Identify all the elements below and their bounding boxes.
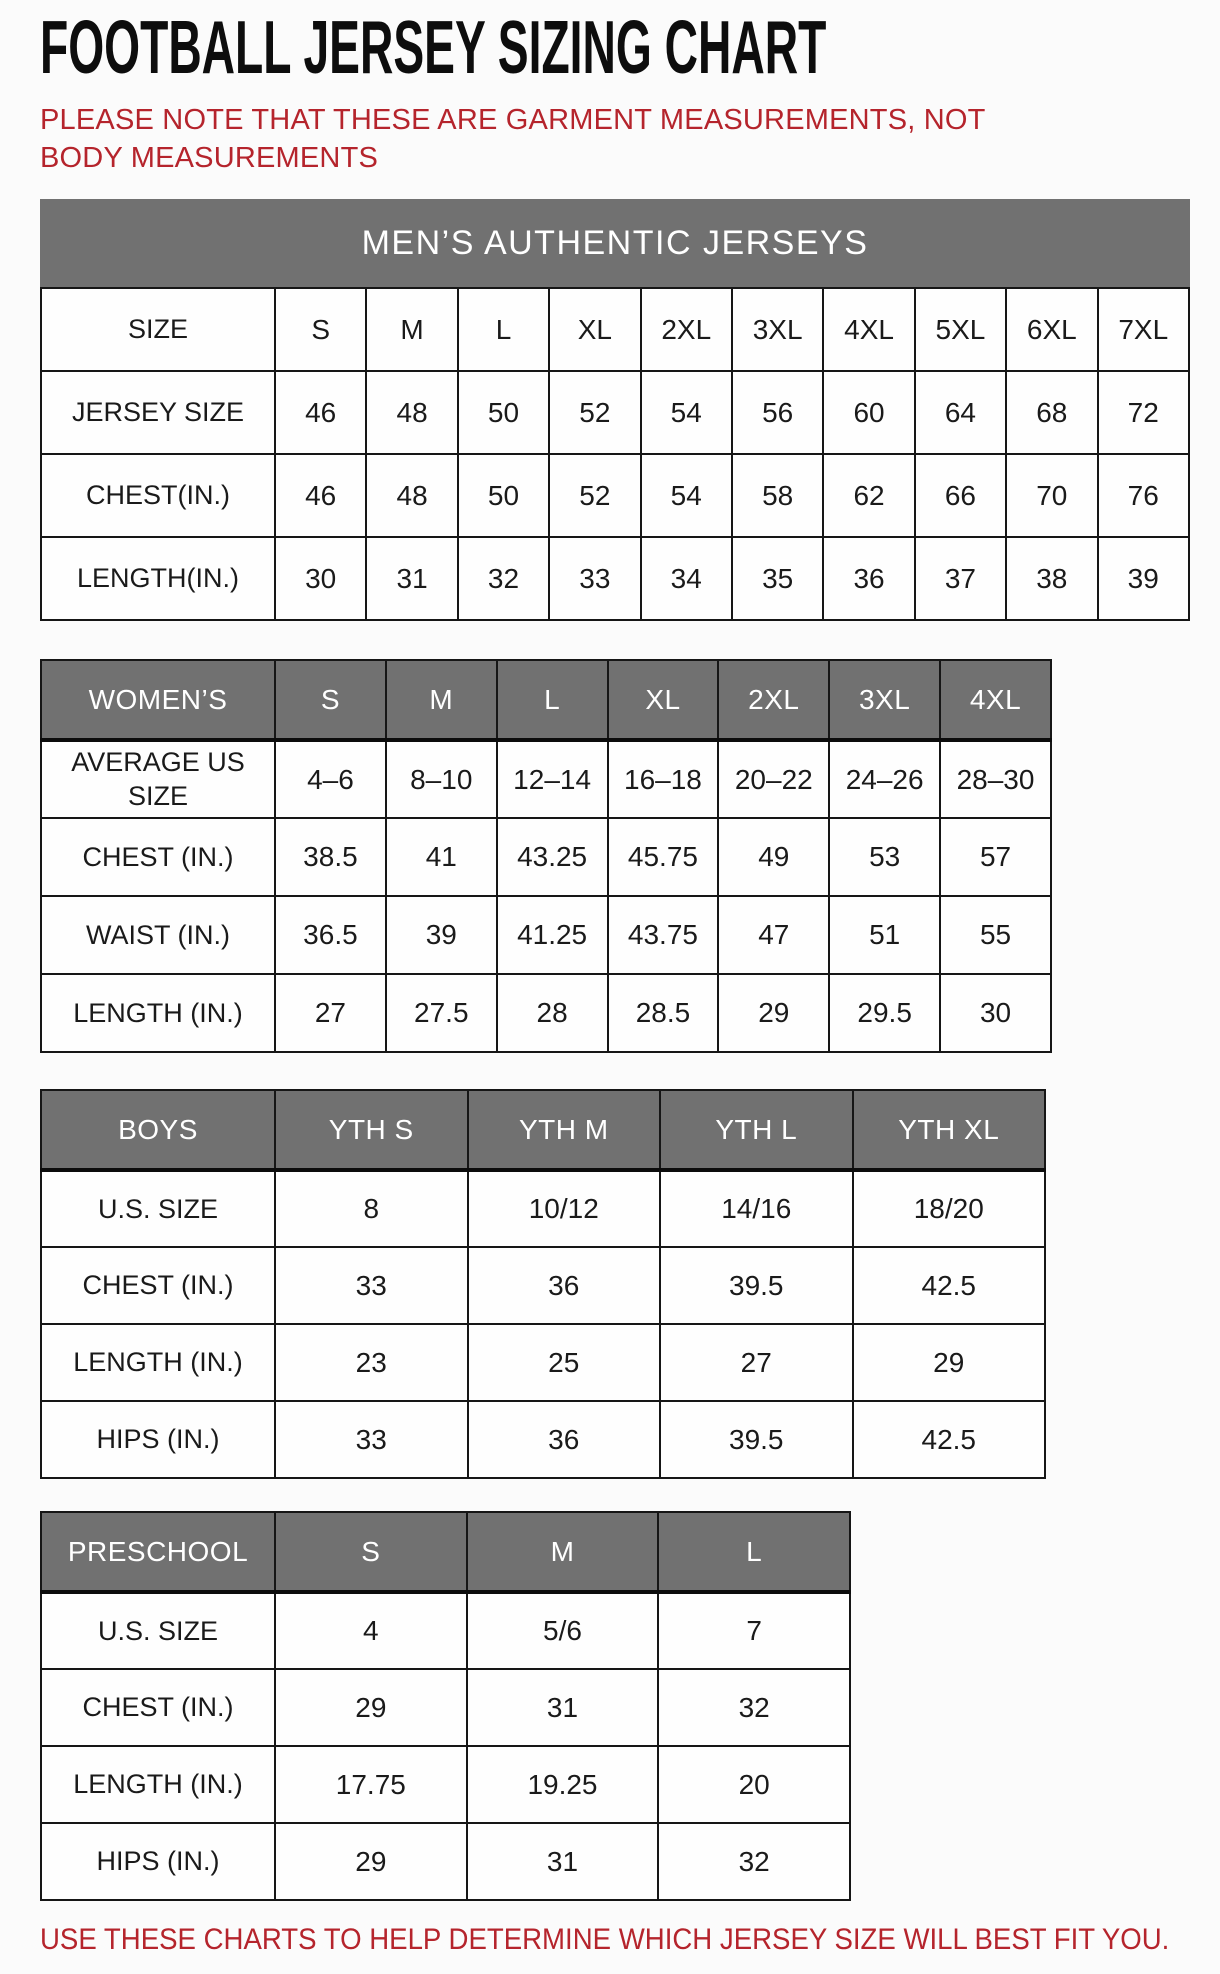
value-cell: 39.5 (660, 1401, 853, 1478)
row-label-cell: LENGTH (IN.) (41, 1746, 275, 1823)
value-cell: 33 (275, 1247, 468, 1324)
value-cell: 41 (386, 818, 497, 896)
value-cell: 8–10 (386, 740, 497, 818)
size-header-cell: YTH S (275, 1090, 468, 1170)
table-header-row (41, 1090, 1045, 1170)
value-cell: 19.25 (467, 1746, 659, 1823)
value-cell: 34 (641, 537, 732, 620)
footer-text (40, 1923, 1190, 1957)
row-label-cell: LENGTH(IN.) (41, 537, 275, 620)
value-cell: 41.25 (497, 896, 608, 974)
value-cell: 28–30 (940, 740, 1051, 818)
table-row (41, 818, 1051, 896)
row-label-cell: HIPS (IN.) (41, 1823, 275, 1900)
table-row (41, 740, 1051, 818)
value-cell: 42.5 (853, 1247, 1046, 1324)
value-cell: 38.5 (275, 818, 386, 896)
table-row (41, 1823, 850, 1900)
size-header-cell: L (497, 660, 608, 740)
value-cell: 48 (366, 371, 457, 454)
value-cell: 16–18 (608, 740, 719, 818)
value-cell: 3XL (732, 288, 823, 371)
value-cell: 23 (275, 1324, 468, 1401)
size-header-cell: YTH L (660, 1090, 853, 1170)
value-cell: 66 (915, 454, 1006, 537)
value-cell: 2XL (641, 288, 732, 371)
value-cell: M (366, 288, 457, 371)
size-header-cell: L (658, 1512, 850, 1592)
row-label-cell: WAIST (IN.) (41, 896, 275, 974)
size-header-cell: XL (608, 660, 719, 740)
value-cell: 30 (275, 537, 366, 620)
value-cell: 31 (467, 1669, 659, 1746)
value-cell: 29.5 (829, 974, 940, 1052)
value-cell: 52 (549, 454, 640, 537)
value-cell: 32 (458, 537, 549, 620)
value-cell: 64 (915, 371, 1006, 454)
row-label-cell: U.S. SIZE (41, 1170, 275, 1247)
table-row (41, 1324, 1045, 1401)
header-label-cell: BOYS (41, 1090, 275, 1170)
value-cell: 60 (823, 371, 914, 454)
value-cell: 55 (940, 896, 1051, 974)
value-cell: 29 (275, 1669, 467, 1746)
boys-jerseys-section (40, 1089, 1190, 1479)
size-header-cell: M (467, 1512, 659, 1592)
value-cell: 39.5 (660, 1247, 853, 1324)
table-row (41, 1592, 850, 1669)
value-cell: 36 (468, 1401, 661, 1478)
value-cell: 37 (915, 537, 1006, 620)
value-cell: 33 (275, 1401, 468, 1478)
value-cell: 43.25 (497, 818, 608, 896)
table-row (41, 1401, 1045, 1478)
table-row (41, 288, 1189, 371)
value-cell: 56 (732, 371, 823, 454)
value-cell: 20 (658, 1746, 850, 1823)
size-header-cell: M (386, 660, 497, 740)
mens-jerseys-section (40, 199, 1190, 621)
header-label-cell: WOMEN’S (41, 660, 275, 740)
value-cell: 36 (468, 1247, 661, 1324)
page-title (40, 4, 1190, 90)
preschool-jerseys-section (40, 1511, 1190, 1901)
value-cell: 39 (386, 896, 497, 974)
value-cell: 52 (549, 371, 640, 454)
table-row (41, 1669, 850, 1746)
value-cell: 29 (718, 974, 829, 1052)
value-cell: 4XL (823, 288, 914, 371)
row-label-cell: HIPS (IN.) (41, 1401, 275, 1478)
value-cell: 17.75 (275, 1746, 467, 1823)
value-cell: 68 (1006, 371, 1097, 454)
value-cell: 46 (275, 371, 366, 454)
table-row (41, 1247, 1045, 1324)
value-cell: 50 (458, 454, 549, 537)
value-cell: L (458, 288, 549, 371)
value-cell: 33 (549, 537, 640, 620)
value-cell: 28.5 (608, 974, 719, 1052)
value-cell: 42.5 (853, 1401, 1046, 1478)
value-cell: 39 (1098, 537, 1189, 620)
header-label-cell: PRESCHOOL (41, 1512, 275, 1592)
value-cell: 20–22 (718, 740, 829, 818)
value-cell: 18/20 (853, 1170, 1046, 1247)
value-cell: 5/6 (467, 1592, 659, 1669)
value-cell: 36 (823, 537, 914, 620)
row-label-cell: LENGTH (IN.) (41, 974, 275, 1052)
value-cell: 50 (458, 371, 549, 454)
womens-jerseys-section (40, 659, 1190, 1053)
value-cell: 28 (497, 974, 608, 1052)
value-cell: 12–14 (497, 740, 608, 818)
table-row (41, 1170, 1045, 1247)
value-cell: 27 (660, 1324, 853, 1401)
size-header-cell: 2XL (718, 660, 829, 740)
value-cell: 47 (718, 896, 829, 974)
row-label-cell: CHEST (IN.) (41, 1669, 275, 1746)
size-header-cell: 4XL (940, 660, 1051, 740)
size-header-cell: YTH M (468, 1090, 661, 1170)
value-cell: 10/12 (468, 1170, 661, 1247)
value-cell: 8 (275, 1170, 468, 1247)
value-cell: 31 (366, 537, 457, 620)
value-cell: S (275, 288, 366, 371)
value-cell: 48 (366, 454, 457, 537)
size-header-cell: S (275, 1512, 467, 1592)
table-row (41, 974, 1051, 1052)
garment-measurements-note: PLEASE NOTE THAT THESE ARE GARMENT MEASUREMENTS, NOT BODY MEASUREMENTS (40, 104, 986, 174)
value-cell: 51 (829, 896, 940, 974)
value-cell: 46 (275, 454, 366, 537)
size-header-cell: S (275, 660, 386, 740)
table-header-row (41, 1512, 850, 1592)
value-cell: 72 (1098, 371, 1189, 454)
value-cell: 43.75 (608, 896, 719, 974)
row-label-cell: CHEST (IN.) (41, 1247, 275, 1324)
value-cell: 54 (641, 371, 732, 454)
value-cell: 4 (275, 1592, 467, 1669)
value-cell: 4–6 (275, 740, 386, 818)
value-cell: 70 (1006, 454, 1097, 537)
table-row (41, 537, 1189, 620)
value-cell: 54 (641, 454, 732, 537)
footer-text-inner: USE THESE CHARTS TO HELP DETERMINE WHICH JERSEY SIZE WILL BEST FIT YOU. (40, 1923, 1170, 1957)
table-row (41, 1746, 850, 1823)
value-cell: 7 (658, 1592, 850, 1669)
row-label-cell: CHEST(IN.) (41, 454, 275, 537)
mens-sizing-table (40, 287, 1190, 621)
value-cell: 7XL (1098, 288, 1189, 371)
table-row (41, 454, 1189, 537)
table-row (41, 371, 1189, 454)
value-cell: 38 (1006, 537, 1097, 620)
row-label-cell: U.S. SIZE (41, 1592, 275, 1669)
value-cell: 25 (468, 1324, 661, 1401)
row-label-cell: AVERAGE US SIZE (41, 740, 275, 818)
size-header-cell: YTH XL (853, 1090, 1046, 1170)
value-cell: 31 (467, 1823, 659, 1900)
mens-banner: MEN’S AUTHENTIC JERSEYS (40, 199, 1190, 287)
value-cell: 32 (658, 1669, 850, 1746)
table-row (41, 896, 1051, 974)
row-label-cell: CHEST (IN.) (41, 818, 275, 896)
value-cell: 27.5 (386, 974, 497, 1052)
womens-sizing-table (40, 659, 1052, 1053)
value-cell: 45.75 (608, 818, 719, 896)
row-label-cell: SIZE (41, 288, 275, 371)
row-label-cell: JERSEY SIZE (41, 371, 275, 454)
value-cell: 6XL (1006, 288, 1097, 371)
value-cell: 32 (658, 1823, 850, 1900)
value-cell: 62 (823, 454, 914, 537)
value-cell: 36.5 (275, 896, 386, 974)
row-label-cell: LENGTH (IN.) (41, 1324, 275, 1401)
value-cell: XL (549, 288, 640, 371)
value-cell: 27 (275, 974, 386, 1052)
table-header-row (41, 660, 1051, 740)
boys-sizing-table (40, 1089, 1046, 1479)
value-cell: 57 (940, 818, 1051, 896)
value-cell: 5XL (915, 288, 1006, 371)
value-cell: 30 (940, 974, 1051, 1052)
value-cell: 76 (1098, 454, 1189, 537)
preschool-sizing-table (40, 1511, 851, 1901)
value-cell: 29 (853, 1324, 1046, 1401)
page-title-text: FOOTBALL JERSEY SIZING CHART (40, 4, 827, 90)
value-cell: 35 (732, 537, 823, 620)
value-cell: 24–26 (829, 740, 940, 818)
value-cell: 53 (829, 818, 940, 896)
value-cell: 29 (275, 1823, 467, 1900)
value-cell: 58 (732, 454, 823, 537)
size-header-cell: 3XL (829, 660, 940, 740)
value-cell: 14/16 (660, 1170, 853, 1247)
value-cell: 49 (718, 818, 829, 896)
